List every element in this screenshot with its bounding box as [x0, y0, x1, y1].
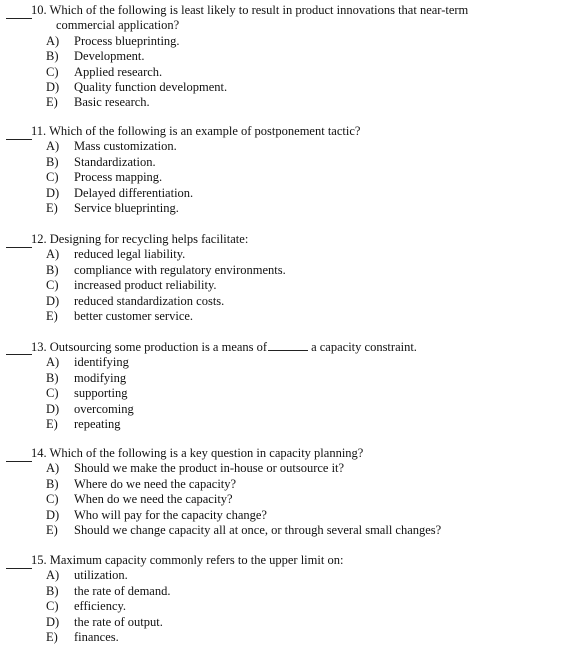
question-stem	[0, 553, 560, 568]
choice-letter: B)	[46, 49, 59, 64]
choice-text: reduced legal liability.	[74, 247, 186, 262]
choice-letter: E)	[46, 522, 58, 537]
choice-text: Mass customization.	[74, 139, 177, 154]
choice-text: Service blueprinting.	[74, 200, 179, 215]
question-text: Which of the following is a key question in capacity planning?	[49, 446, 364, 460]
choice-text: increased product reliability.	[74, 278, 217, 293]
choice-text: When do we need the capacity?	[74, 492, 233, 507]
question-15	[0, 553, 560, 645]
question-text: Which of the following is an example of postponement tactic?	[49, 124, 361, 138]
choice-text: Quality function development.	[74, 79, 228, 94]
choice-text: Standardization.	[74, 154, 156, 169]
choice-text: overcoming	[74, 401, 134, 416]
choice-b	[0, 477, 560, 492]
choice-text: efficiency.	[74, 599, 127, 614]
choice-d	[0, 80, 560, 95]
question-text: Which of the following is least likely to result in product innovations that near-term	[49, 3, 469, 17]
choice-a	[0, 34, 560, 49]
choice-e	[0, 201, 560, 216]
choice-letter: C)	[46, 170, 59, 185]
choice-letter: E)	[46, 95, 58, 110]
choice-letter: B)	[46, 370, 59, 385]
question-number: 12.	[31, 232, 50, 246]
choice-letter: C)	[46, 386, 59, 401]
choice-text: utilization.	[74, 568, 128, 583]
question-stem	[0, 339, 560, 355]
choice-a	[0, 568, 560, 583]
question-13	[0, 339, 560, 432]
choice-d	[0, 402, 560, 417]
choice-letter: A)	[46, 247, 60, 262]
choice-d	[0, 186, 560, 201]
answer-blank[interactable]	[6, 124, 32, 140]
choice-c	[0, 492, 560, 507]
choice-text: Development.	[74, 49, 145, 64]
choice-letter: B)	[46, 154, 59, 169]
question-text: Designing for recycling helps facilitate:	[49, 232, 249, 246]
choice-text: supporting	[74, 386, 128, 401]
question-text: Outsourcing some production is a means of	[49, 340, 268, 354]
choice-d	[0, 508, 560, 523]
choice-e	[0, 95, 560, 110]
choice-letter: A)	[46, 461, 60, 476]
choice-text: Should we make the product in-house or outsource it?	[74, 461, 345, 476]
choice-letter: A)	[46, 139, 60, 154]
choice-letter: A)	[46, 568, 60, 583]
choice-text: compliance with regulatory environments.	[74, 262, 286, 277]
choice-b	[0, 263, 560, 278]
question-stem	[0, 232, 560, 247]
choice-letter: A)	[46, 355, 60, 370]
choice-text: reduced standardization costs.	[74, 293, 225, 308]
choice-a	[0, 247, 560, 262]
choice-letter: B)	[46, 262, 59, 277]
question-text: Maximum capacity commonly refers to the upper limit on:	[49, 553, 344, 567]
choice-text: repeating	[74, 416, 121, 431]
choice-b	[0, 49, 560, 64]
choice-letter: C)	[46, 492, 59, 507]
choice-text: Who will pay for the capacity change?	[74, 507, 267, 522]
choice-text: identifying	[74, 355, 129, 370]
question-10	[0, 3, 560, 111]
choice-c	[0, 599, 560, 614]
choice-a	[0, 461, 560, 476]
choice-text: Applied research.	[74, 64, 163, 79]
answer-blank[interactable]	[6, 232, 32, 248]
choice-d	[0, 294, 560, 309]
choice-letter: B)	[46, 476, 59, 491]
choice-letter: E)	[46, 416, 58, 431]
choice-d	[0, 615, 560, 630]
choice-text: Process mapping.	[74, 170, 163, 185]
choice-letter: D)	[46, 614, 60, 629]
choice-text: the rate of demand.	[74, 583, 171, 598]
choice-letter: E)	[46, 629, 58, 644]
choice-b	[0, 584, 560, 599]
question-number: 10.	[31, 3, 50, 17]
choice-letter: E)	[46, 308, 58, 323]
choice-text: Process blueprinting.	[74, 33, 180, 48]
choice-letter: D)	[46, 79, 60, 94]
choice-e	[0, 309, 560, 324]
choice-e	[0, 630, 560, 645]
choice-letter: D)	[46, 507, 60, 522]
choice-letter: C)	[46, 64, 59, 79]
choice-text: finances.	[74, 629, 119, 644]
question-stem	[0, 446, 560, 461]
choice-letter: C)	[46, 278, 59, 293]
choice-text: Where do we need the capacity?	[74, 476, 237, 491]
question-text-continuation: commercial application?	[56, 18, 180, 33]
choice-text: Delayed differentiation.	[74, 185, 194, 200]
question-stem	[0, 124, 560, 139]
choice-c	[0, 65, 560, 80]
question-number: 15.	[31, 553, 50, 567]
choice-text: Should we change capacity all at once, or through several small changes?	[74, 522, 442, 537]
fill-in-blank	[268, 339, 308, 351]
choice-letter: B)	[46, 583, 59, 598]
question-11	[0, 124, 560, 216]
choice-letter: D)	[46, 293, 60, 308]
choice-a	[0, 139, 560, 154]
question-stem	[0, 3, 560, 18]
choice-letter: E)	[46, 200, 58, 215]
question-14	[0, 446, 560, 538]
choice-b	[0, 371, 560, 386]
choice-c	[0, 386, 560, 401]
question-number: 13.	[31, 340, 50, 354]
choice-letter: A)	[46, 33, 60, 48]
answer-blank[interactable]	[6, 446, 32, 462]
choice-letter: D)	[46, 401, 60, 416]
choice-a	[0, 355, 560, 370]
choice-text: modifying	[74, 370, 127, 385]
choice-e	[0, 523, 560, 538]
answer-blank[interactable]	[6, 553, 32, 569]
question-number: 14.	[31, 446, 50, 460]
choice-text: better customer service.	[74, 308, 194, 323]
choice-text: the rate of output.	[74, 614, 163, 629]
choice-letter: D)	[46, 185, 60, 200]
choice-c	[0, 278, 560, 293]
question-number: 11.	[31, 124, 50, 138]
choice-text: Basic research.	[74, 95, 150, 110]
question-text-after-blank: a capacity constraint.	[311, 340, 417, 354]
choice-letter: C)	[46, 599, 59, 614]
question-12	[0, 232, 560, 324]
answer-blank[interactable]	[6, 339, 32, 355]
answer-blank[interactable]	[6, 3, 32, 19]
choice-b	[0, 155, 560, 170]
choice-e	[0, 417, 560, 432]
choice-c	[0, 170, 560, 185]
